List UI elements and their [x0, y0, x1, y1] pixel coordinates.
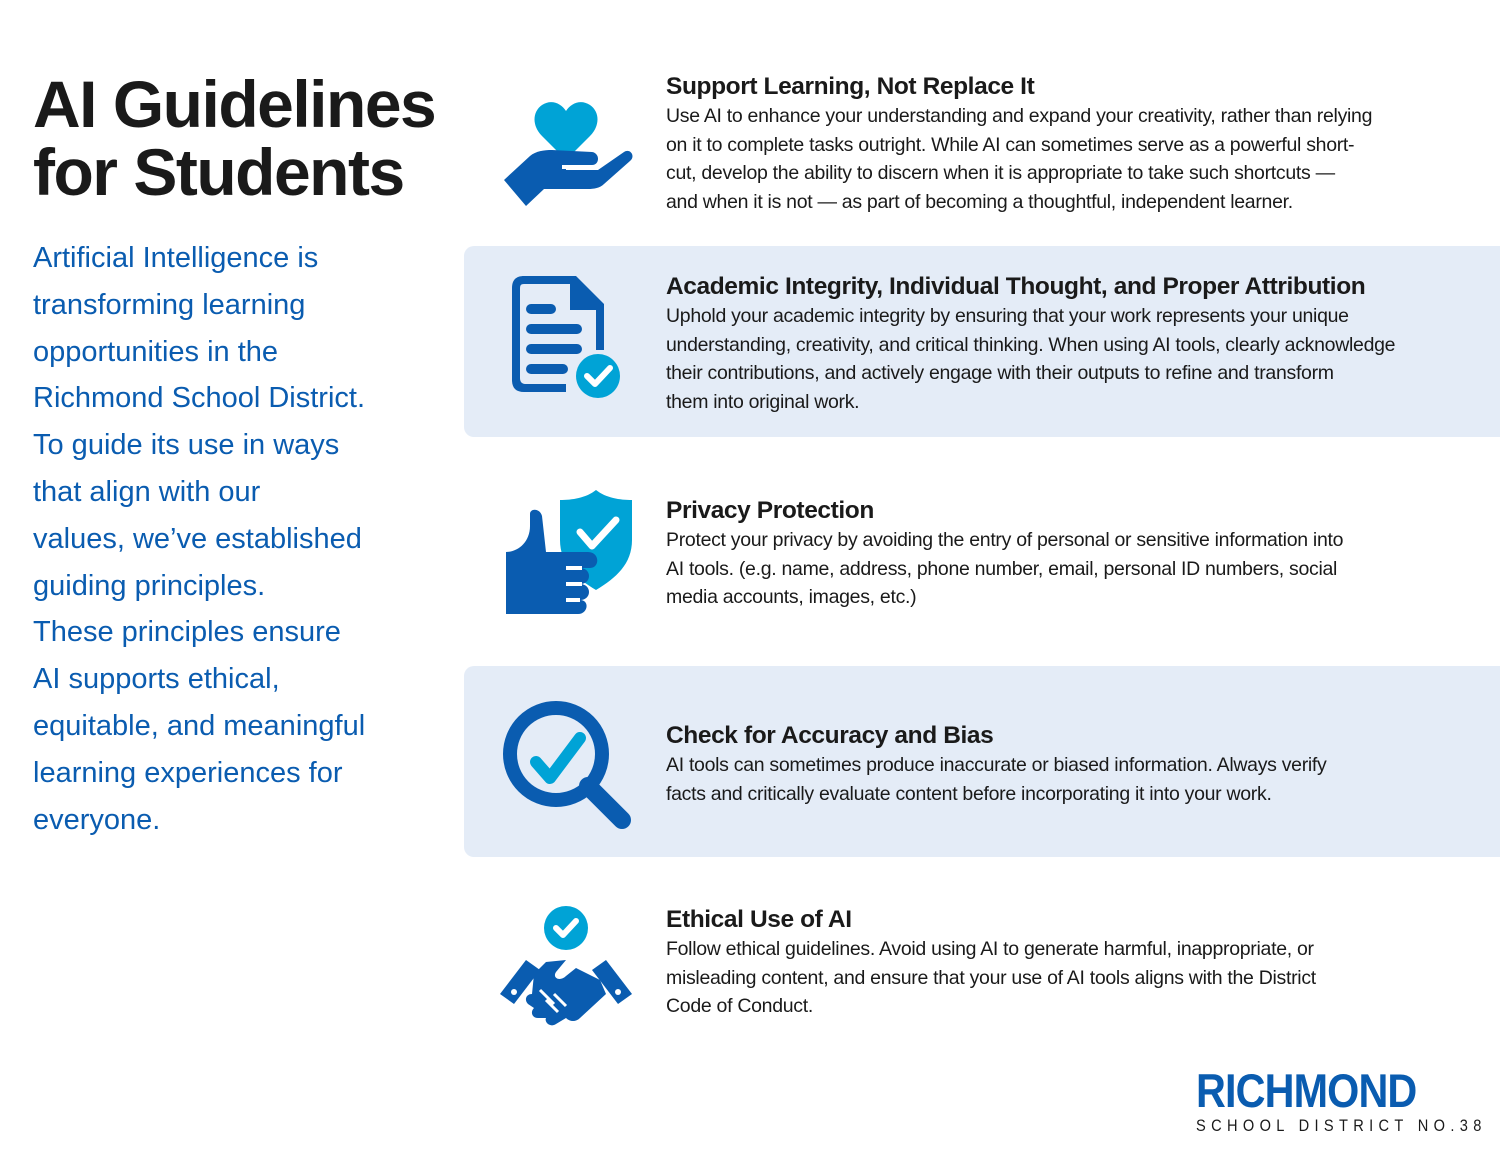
- intro-line: transforming learning: [33, 288, 306, 321]
- intro-line: everyone.: [33, 803, 161, 836]
- body-line: AI tools. (e.g. name, address, phone number, email, personal ID numbers, social: [666, 557, 1338, 580]
- thumbs-up-shield-icon: [496, 486, 636, 626]
- guideline-body: [666, 302, 1486, 416]
- intro-line: These principles ensure: [33, 616, 341, 649]
- page-title: [33, 67, 436, 209]
- body-line: on it to complete tasks outright. While AI can sometimes serve as a powerful short-: [666, 133, 1355, 156]
- guideline-body: [666, 935, 1486, 1021]
- handshake-check-icon: [496, 900, 636, 1040]
- body-line: Uphold your academic integrity by ensuring that your work represents your unique: [666, 305, 1349, 327]
- body-line: them into original work.: [666, 390, 860, 413]
- body-line: and when it is not — as part of becoming a thoughtful, independent learner.: [666, 190, 1293, 213]
- guideline-heading: Privacy Protection: [666, 497, 874, 524]
- intro-line: that align with our: [33, 475, 261, 508]
- intro-line: Richmond School District.: [33, 382, 365, 415]
- intro-line: AI supports ethical,: [33, 663, 280, 696]
- body-line: understanding, creativity, and critical thinking. When using AI tools, clearly acknowledge: [666, 333, 1396, 356]
- intro-line: opportunities in the: [33, 335, 279, 368]
- document-check-icon: [496, 268, 636, 408]
- body-line: media accounts, images, etc.): [666, 586, 917, 609]
- intro-line: learning experiences for: [33, 756, 343, 789]
- body-line: Protect your privacy by avoiding the entry of personal or sensitive information into: [666, 529, 1344, 551]
- guideline-body: [666, 526, 1486, 612]
- guideline-heading: Support Learning, Not Replace It: [666, 73, 1035, 100]
- body-line: Code of Conduct.: [666, 995, 813, 1018]
- hand-heart-icon: [496, 72, 636, 212]
- intro-line: values, we’ve established: [33, 522, 362, 555]
- logo-wordmark: RICHMOND: [1196, 1064, 1417, 1117]
- intro-line: Artificial Intelligence is: [33, 242, 319, 274]
- guideline-heading: Check for Accuracy and Bias: [666, 722, 994, 749]
- magnifier-check-icon: [496, 694, 636, 834]
- body-line: their contributions, and actively engage with their outputs to refine and transform: [666, 362, 1334, 385]
- guideline-heading: Ethical Use of AI: [666, 906, 852, 933]
- intro-paragraph: [33, 235, 433, 843]
- guideline-heading: Academic Integrity, Individual Thought, and Proper Attribution: [666, 273, 1366, 300]
- body-line: Use AI to enhance your understanding and expand your creativity, rather than relying: [666, 105, 1373, 127]
- logo-subtitle: SCHOOL DISTRICT NO.38: [1196, 1116, 1487, 1135]
- body-line: cut, develop the ability to discern when it is appropriate to take such shortcuts —: [666, 162, 1335, 185]
- title-line-2: for Students: [33, 135, 404, 209]
- body-line: facts and critically evaluate content before incorporating it into your work.: [666, 782, 1272, 805]
- district-logo: [1196, 1064, 1487, 1136]
- intro-line: guiding principles.: [33, 569, 266, 602]
- body-line: misleading content, and ensure that your use of AI tools aligns with the District: [666, 966, 1316, 989]
- guideline-body: [666, 751, 1486, 808]
- body-line: AI tools can sometimes produce inaccurate or biased information. Always verify: [666, 754, 1327, 776]
- guideline-body: [666, 102, 1486, 216]
- intro-line: equitable, and meaningful: [33, 709, 366, 742]
- title-line-1: AI Guidelines: [33, 67, 436, 141]
- intro-line: To guide its use in ways: [33, 429, 340, 462]
- body-line: Follow ethical guidelines. Avoid using AI to generate harmful, inappropriate, or: [666, 938, 1314, 960]
